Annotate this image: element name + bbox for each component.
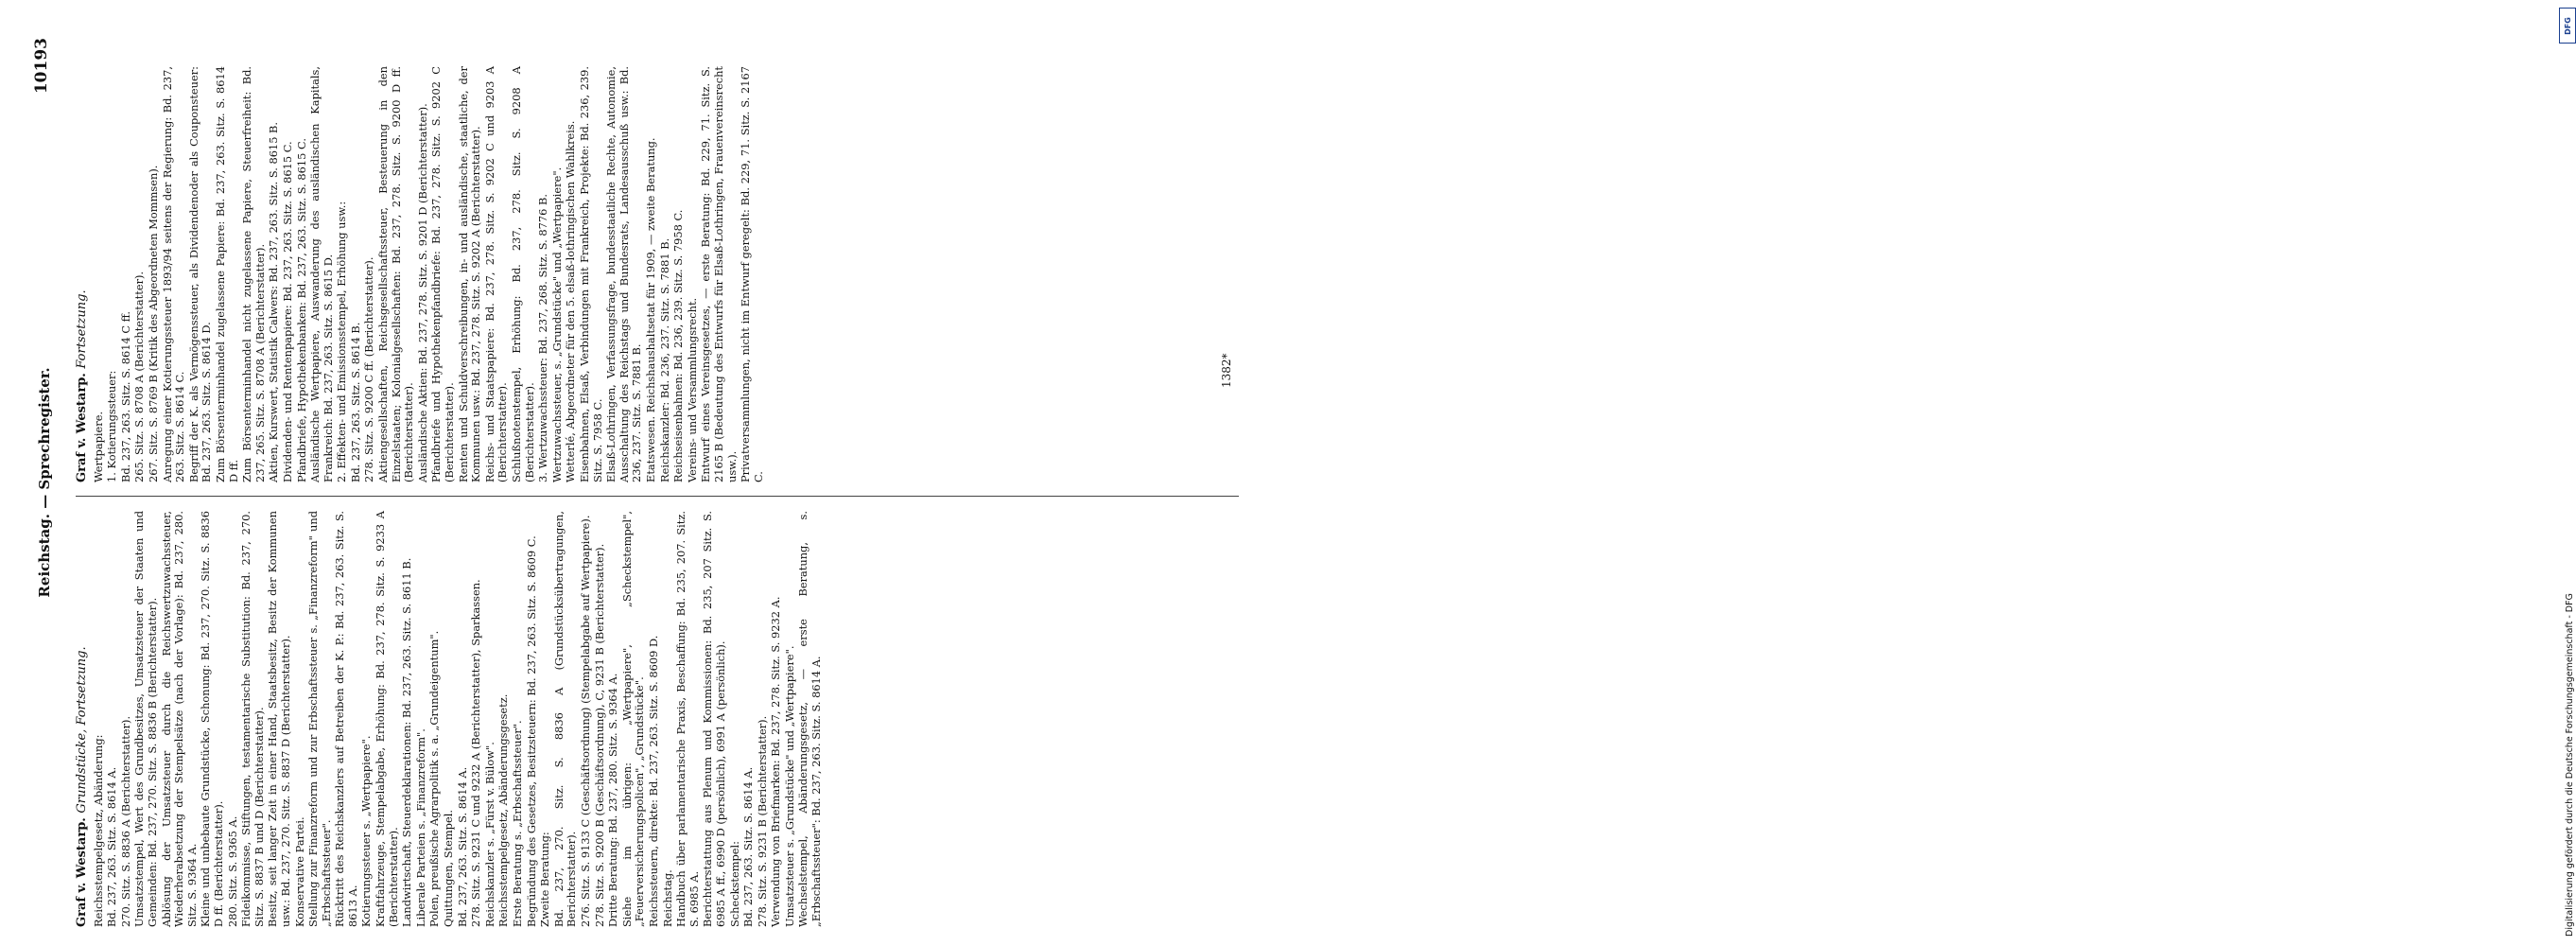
register-entry: 278. Sitz. S. 9231 B (Berichterstatter). [755, 715, 769, 927]
register-entry: Renten und Schuldverschreibungen, in- und ausländische, staatliche, der Kommunen usw.: Bd. 237, 278. Sitz. S. 9202 A (Berichterstatter). [456, 66, 483, 482]
register-entry: 265. Sitz. S. 8708 A (Berichterstatter). [132, 271, 147, 482]
register-entry: Siehe im übrigen: „Wertpapiere", „Scheckstempel", „Feuerversicherungspolicen", „Grundstücke". [619, 511, 647, 927]
register-entry: 278. Sitz. S. 9231 C und 9232 A (Berichterstatter), Sparkassen. [469, 579, 483, 927]
register-entry: Reichsstempelgesetz, Abänderung: [91, 734, 105, 927]
register-entry: Reichsstempelgesetz, Abänderungsgesetz. [496, 693, 511, 927]
register-entry: 3. Wertzuwachssteuer: Bd. 237, 268. Sitz. S. 8776 B. [536, 194, 550, 482]
register-entry: Wetterlé, Abgeordneter für den 5. elsaß-lothringischen Wahlkreis. [564, 120, 578, 482]
register-entry: Etatswesen. Reichshaushaltsetat für 1909, — zweite Beratung. [643, 137, 657, 482]
register-entry: Reichskanzler: Bd. 236, 237. Sitz. S. 7881 B. [657, 237, 671, 482]
right-column-heading [76, 66, 89, 482]
register-entry: Besitz, seit langer Zeit in einer Hand, Staatsbesitz, Besitz der Kommunen usw.: Bd. 237, 270. Sitz. S. 8837 D (Berichterstatter). [266, 511, 292, 927]
register-entry: 276. Sitz. S. 9133 C (Geschäftsordnung) (Stempelabgabe auf Wertpapiere). [578, 515, 592, 927]
register-entry: Umsatzstempel, Wert des Grundbesitzes, Umsatzsteuer der Staaten und Gemeinden: Bd. 237, 270. Sitz. S. 8836 B (Berichterstatter). [132, 511, 159, 927]
register-entry: Ausländische Wertpapiere, Auswanderung des ausländischen Kapitals, Frankreich: Bd. 237, 263. Sitz. S. 8615 D. [308, 66, 335, 482]
register-entry: Dividenden- und Rentenpapiere: Bd. 237, 263. Sitz. S. 8615 C. [280, 141, 294, 482]
register-entry: Privatversammlungen, nicht im Entwurf geregelt: Bd. 229, 71. Sitz. S. 2167 C. [739, 66, 765, 482]
register-entry: Dritte Beratung: Bd. 237, 280. Sitz. S. 9364 A. [606, 673, 620, 927]
register-entry: Wertzuwachssteuer, s. „Grundstücke" und „Wertpapiere". [549, 166, 564, 482]
register-entry: Elsaß-Lothringen, Verfassungsfrage, bundesstaatliche Rechte, Autonomie, Ausschaltung des Reichstags und Bundesrats, Landesausschuß usw.: Bd. 236, 237. Sitz. S. 7881 B. [604, 66, 644, 482]
right-heading-cont: Fortsetzung. [75, 289, 89, 369]
register-entry: Rücktritt des Reichskanzlers auf Betreiben der K. P.: Bd. 237, 263. Sitz. S. 8613 A. [333, 511, 359, 927]
register-entry: Reichskanzler s. „Fürst v. Bülow". [482, 742, 496, 927]
left-column-heading [76, 511, 89, 927]
register-entry: Entwurf eines Vereinsgesetzes, — erste Beratung: Bd. 229, 71. Sitz. S. 2165 B (Bedeutung des Entwurfs für Elsaß-Lothringen, Frauenvereinsrecht usw.). [699, 66, 739, 482]
register-entry: Ablösung der Umsatzsteuer durch die Reichswertzuwachssteuer, Wiederherabsetzung der Stempelsätze (nach der Vorlage): Bd. 237, 280. Sitz. S. 9364 A. [159, 511, 199, 927]
register-entry: 280. Sitz. S. 9365 A. [225, 815, 239, 927]
register-entry: Bd. 237, 263. Sitz. S. 8614 B. [348, 322, 362, 482]
register-entry: Wechselstempel, Abänderungsgesetz, — erste Beratung, s. „Erbschaftssteuer": Bd. 237, 263. Sitz. S. 8614 A. [796, 511, 824, 927]
right-heading-name: Graf v. Westarp. [75, 373, 89, 482]
register-entry: Verwendung von Briefmarken: Bd. 237, 278. Sitz. S. 9232 A. [769, 596, 783, 927]
left-column [76, 511, 825, 927]
column-divider [76, 496, 1239, 497]
register-entry: Vereins- und Versammlungsrecht. [685, 297, 699, 482]
register-entry: 278. Sitz. S. 9200 C ff. (Berichterstatter). [362, 256, 376, 482]
register-entry: Scheckstempel: [727, 840, 741, 927]
register-entry: Zum Börsenterminhandel zugelassene Papiere: Bd. 237, 263. Sitz. S. 8614 D ff. [213, 66, 240, 482]
register-entry: Aktien, Kurswert, Statistik Calwers: Bd. 237, 263. Sitz. S. 8615 B. [267, 121, 281, 482]
register-entry: 270. Sitz. S. 8836 A (Berichterstatter). [118, 715, 132, 927]
register-entry: 2. Effekten- und Emissionsstempel, Erhöhung usw.: [335, 201, 349, 482]
register-entry: Konservative Partei. [292, 816, 306, 927]
register-entry: Reichseisenbahnen: Bd. 236, 239. Sitz. S. 7958 C. [671, 209, 686, 482]
register-entry: Eisenbahnen, Elsaß, Verbindungen mit Frankreich, Projekte: Bd. 236, 239. Sitz. S. 7958 C. [577, 66, 604, 482]
register-entry: Fideikommisse, Stiftungen, testamentarische Substitution: Bd. 237, 270. Sitz. S. 8837 B und D (Berichterstatter). [239, 511, 266, 927]
right-entries [93, 66, 766, 482]
digitization-note [1273, 0, 2575, 946]
register-entry: Pfandbriefe und Hypothekenpfandbriefe: Bd. 237, 278. Sitz. S. 9202 C (Berichterstatter). [429, 66, 457, 482]
register-entry: Bd. 237, 270. Sitz. S. 8836 A (Grundstücksübertragungen, Berichterstatter). [551, 511, 579, 927]
register-entry: Bd. 237, 263. Sitz. S. 8614 C ff. [118, 310, 132, 482]
register-entry: Zum Börsenterminhandel nicht zugelassene Papiere, Steuerfreiheit: Bd. 237, 265. Sitz. S. 8708 A (Berichterstatter). [240, 66, 267, 482]
register-entry: Umsatzsteuer s. „Grundstücke" und „Wertpapiere". [782, 645, 796, 927]
register-entry: Pfandbriefe, Hypothekenbanken: Bd. 237, 263. Sitz. S. 8615 C. [294, 138, 308, 482]
digitization-text: Digitalisierung gefördert durch die Deutsche Forschungsgemeinschaft - DFG [2565, 593, 2575, 937]
header-title: Reichstag. — Sprechregister. [36, 367, 53, 598]
register-entry: Reichs- und Staatspapiere: Bd. 237, 278. Sitz. S. 9202 C und 9203 A (Berichterstatter). [482, 66, 510, 482]
register-entry: Bd. 237, 263. Sitz. S. 8614 A. [455, 766, 469, 927]
register-entry: 267. Sitz. S. 8769 B (Kritik des Abgeordneten Mommsen). [146, 165, 160, 482]
register-entry: Kleine und unbebaute Grundstücke, Schonung: Bd. 237, 270. Sitz. S. 8836 D ff. (Berichterstatter). [199, 511, 225, 927]
register-entry: Begriff der K. als Vermögenssteuer, als Dividendenoder als Couponsteuer: Bd. 237, 263. Sitz. S. 8614 D. [186, 66, 214, 482]
register-entry: Schlußnotenstempel, Erhöhung: Bd. 237, 278. Sitz. S. 9208 A (Berichterstatter). [510, 66, 536, 482]
register-entry: Bd. 237, 263. Sitz. S. 8614 A. [105, 766, 119, 927]
register-entry: Zweite Beratung: [538, 832, 552, 927]
sheet-mark: 1382* [1220, 353, 1233, 388]
register-entry: Liberale Parteien s. „Finanzreform". [413, 728, 427, 927]
running-header [19, 38, 57, 927]
register-entry: Aktiengesellschaften, Reichsgesellschaftssteuer, Besteuerung in den Einzelstaaten; Kolonialgesellschaften: Bd. 237, 278. Sitz. S. 9200 D ff. (Berichterstatter). [376, 66, 416, 482]
left-heading-cont: Grundstücke, Fortsetzung. [75, 646, 89, 814]
register-entry: Erste Beratung s. „Erbschaftssteuer". [511, 720, 524, 927]
register-entry: Bd. 237, 263. Sitz. S. 8614 A. [741, 766, 756, 927]
register-entry: Quittungen, Stempel. [442, 810, 456, 927]
register-entry: Handbuch über parlamentarische Praxis, Beschaffung: Bd. 235, 207. Sitz. S. 6985 A. [674, 511, 701, 927]
register-entry: Begründung des Gesetzes, Besitzsteuern: Bd. 237, 263. Sitz. S. 8609 C. [524, 535, 538, 927]
register-entry: Kraftfahrzeuge, Stempelabgabe, Erhöhung: Bd. 237, 278. Sitz. S. 9233 A (Berichterstatter). [374, 511, 400, 927]
right-column [76, 66, 766, 482]
register-entry: Landwirtschaft, Steuerdeklarationen: Bd. 237, 263. Sitz. S. 8611 B. [400, 557, 414, 927]
register-entry: Anregung einer Kotierungssteuer 1893/94 seitens der Regierung: Bd. 237, 263. Sitz. S. 8614 C. [160, 66, 187, 482]
register-entry: Reichssteuern, direkte: Bd. 237, 263. Sitz. S. 8609 D. [646, 635, 660, 927]
register-entry: 1. Kotierungssteuer: [105, 370, 119, 482]
left-entries [93, 511, 824, 927]
register-entry: Berichterstattung aus Plenum und Kommissionen: Bd. 235, 207 Sitz. S. 6985 A ff., 6990 D (persönlich), 6991 A (persönlich). [701, 511, 727, 927]
register-entry: 278. Sitz. S. 9200 B (Geschäftsordnung), C, 9231 B (Berichterstatter). [592, 543, 606, 927]
register-entry: Reichstag. [660, 869, 674, 927]
register-entry: Kotierungssteuer s. „Wertpapiere". [359, 735, 374, 927]
page-number: 10193 [32, 38, 51, 95]
register-entry: Stellung zur Finanzreform und zur Erbschaftssteuer s. „Finanzreform" und „Erbschaftssteuer". [306, 511, 333, 927]
register-entry: Polen, preußische Agrarpolitik s. a. „Grundeigentum". [427, 630, 442, 927]
register-entry: Wertpapiere. [91, 411, 105, 482]
rotated-content [19, 38, 1267, 927]
dfg-logo: DFG [2559, 8, 2576, 44]
register-entry: Ausländische Aktien: Bd. 237, 278. Sitz. S. 9201 D (Berichterstatter). [415, 103, 429, 482]
left-heading-name: Graf v. Westarp. [75, 817, 89, 927]
